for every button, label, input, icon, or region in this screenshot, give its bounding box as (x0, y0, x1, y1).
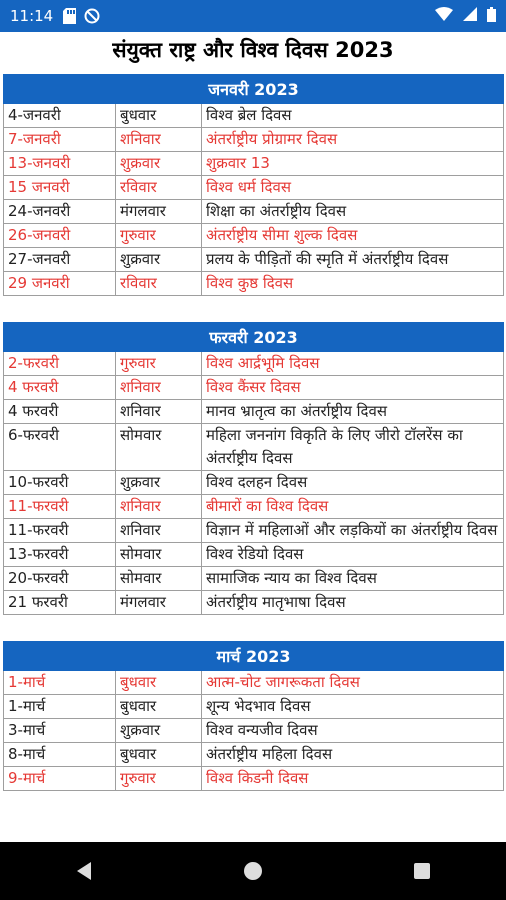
event-cell: अंतर्राष्ट्रीय सीमा शुल्क दिवस (202, 224, 504, 248)
date-cell: 8-मार्च (4, 743, 116, 767)
page-title: संयुक्त राष्ट्र और विश्व दिवस 2023 (112, 38, 394, 62)
table-row (4, 224, 504, 248)
date-cell: 11-फरवरी (4, 495, 116, 519)
table-row (4, 519, 504, 543)
table-row (4, 471, 504, 495)
date-cell: 9-मार्च (4, 767, 116, 791)
date-cell: 6-फरवरी (4, 424, 116, 471)
home-button[interactable] (223, 842, 283, 900)
date-cell: 10-फरवरी (4, 471, 116, 495)
table-row (4, 671, 504, 695)
event-cell: विश्व आर्द्रभूमि दिवस (202, 352, 504, 376)
event-cell: शुक्रवार 13 (202, 152, 504, 176)
day-cell: शुक्रवार (116, 719, 202, 743)
table-row (4, 200, 504, 224)
date-cell: 4 फरवरी (4, 400, 116, 424)
event-cell: शिक्षा का अंतर्राष्ट्रीय दिवस (202, 200, 504, 224)
day-cell: बुधवार (116, 671, 202, 695)
table-row (4, 743, 504, 767)
date-cell: 3-मार्च (4, 719, 116, 743)
event-cell: महिला जननांग विकृति के लिए जीरो टॉलरेंस का अंतर्राष्ट्रीय दिवस (202, 424, 504, 471)
event-cell: विश्व रेडियो दिवस (202, 543, 504, 567)
table-row (4, 719, 504, 743)
date-cell: 4-जनवरी (4, 104, 116, 128)
month-section (3, 641, 503, 791)
status-bar (0, 0, 506, 32)
date-cell: 13-जनवरी (4, 152, 116, 176)
date-cell: 20-फरवरी (4, 567, 116, 591)
day-cell: शुक्रवार (116, 471, 202, 495)
table-row (4, 248, 504, 272)
table-row (4, 352, 504, 376)
day-cell: सोमवार (116, 567, 202, 591)
day-cell: मंगलवार (116, 200, 202, 224)
event-cell: अंतर्राष्ट्रीय प्रोग्रामर दिवस (202, 128, 504, 152)
status-time: 11:14 (10, 7, 54, 25)
table-row (4, 272, 504, 296)
event-cell: विश्व ब्रेल दिवस (202, 104, 504, 128)
event-cell: मानव भ्रातृत्व का अंतर्राष्ट्रीय दिवस (202, 400, 504, 424)
day-cell: शनिवार (116, 128, 202, 152)
event-cell: विश्व धर्म दिवस (202, 176, 504, 200)
table-row (4, 591, 504, 615)
day-cell: शनिवार (116, 495, 202, 519)
home-circle-icon (243, 861, 263, 881)
event-cell: विश्व कैंसर दिवस (202, 376, 504, 400)
event-cell: विश्व दलहन दिवस (202, 471, 504, 495)
event-cell: विश्व वन्यजीव दिवस (202, 719, 504, 743)
date-cell: 2-फरवरी (4, 352, 116, 376)
table-row (4, 152, 504, 176)
date-cell: 27-जनवरी (4, 248, 116, 272)
day-cell: बुधवार (116, 695, 202, 719)
month-section (3, 322, 503, 615)
calendar-content[interactable] (0, 32, 506, 842)
month-table (3, 641, 504, 791)
back-triangle-icon (75, 861, 93, 881)
recents-square-icon (413, 862, 431, 880)
event-cell: आत्म-चोट जागरूकता दिवस (202, 671, 504, 695)
day-cell: बुधवार (116, 743, 202, 767)
day-cell: रविवार (116, 272, 202, 296)
day-cell: शनिवार (116, 519, 202, 543)
date-cell: 15 जनवरी (4, 176, 116, 200)
day-cell: मंगलवार (116, 591, 202, 615)
month-header: फरवरी 2023 (4, 323, 504, 352)
table-row (4, 495, 504, 519)
date-cell: 13-फरवरी (4, 543, 116, 567)
table-row (4, 543, 504, 567)
data-saver-icon (84, 8, 100, 24)
event-cell: विज्ञान में महिलाओं और लड़कियों का अंतर्राष्ट्रीय दिवस (202, 519, 504, 543)
sd-card-icon (63, 8, 76, 24)
event-cell: बीमारों का विश्व दिवस (202, 495, 504, 519)
month-table (3, 74, 504, 296)
back-button[interactable] (54, 842, 114, 900)
day-cell: शनिवार (116, 400, 202, 424)
table-row (4, 376, 504, 400)
day-cell: रविवार (116, 176, 202, 200)
day-cell: शुक्रवार (116, 152, 202, 176)
month-header: मार्च 2023 (4, 642, 504, 671)
signal-icon (463, 7, 477, 25)
battery-icon (487, 7, 496, 26)
table-row (4, 695, 504, 719)
day-cell: सोमवार (116, 424, 202, 471)
event-cell: शून्य भेदभाव दिवस (202, 695, 504, 719)
day-cell: शुक्रवार (116, 248, 202, 272)
date-cell: 29 जनवरी (4, 272, 116, 296)
wifi-icon (435, 7, 453, 25)
date-cell: 11-फरवरी (4, 519, 116, 543)
date-cell: 24-जनवरी (4, 200, 116, 224)
day-cell: बुधवार (116, 104, 202, 128)
table-row (4, 104, 504, 128)
event-cell: सामाजिक न्याय का विश्व दिवस (202, 567, 504, 591)
table-row (4, 767, 504, 791)
day-cell: गुरुवार (116, 224, 202, 248)
day-cell: गुरुवार (116, 352, 202, 376)
event-cell: अंतर्राष्ट्रीय महिला दिवस (202, 743, 504, 767)
navigation-bar (0, 842, 506, 900)
table-row (4, 176, 504, 200)
recents-button[interactable] (392, 842, 452, 900)
day-cell: सोमवार (116, 543, 202, 567)
date-cell: 21 फरवरी (4, 591, 116, 615)
table-row (4, 400, 504, 424)
date-cell: 26-जनवरी (4, 224, 116, 248)
event-cell: अंतर्राष्ट्रीय मातृभाषा दिवस (202, 591, 504, 615)
month-table (3, 322, 504, 615)
month-header: जनवरी 2023 (4, 75, 504, 104)
date-cell: 1-मार्च (4, 695, 116, 719)
months-list (0, 74, 506, 791)
event-cell: विश्व किडनी दिवस (202, 767, 504, 791)
table-row (4, 567, 504, 591)
day-cell: शनिवार (116, 376, 202, 400)
month-section (3, 74, 503, 296)
date-cell: 1-मार्च (4, 671, 116, 695)
event-cell: विश्व कुष्ठ दिवस (202, 272, 504, 296)
table-row (4, 424, 504, 471)
date-cell: 7-जनवरी (4, 128, 116, 152)
day-cell: गुरुवार (116, 767, 202, 791)
event-cell: प्रलय के पीड़ितों की स्मृति में अंतर्राष्ट्रीय दिवस (202, 248, 504, 272)
date-cell: 4 फरवरी (4, 376, 116, 400)
table-row (4, 128, 504, 152)
